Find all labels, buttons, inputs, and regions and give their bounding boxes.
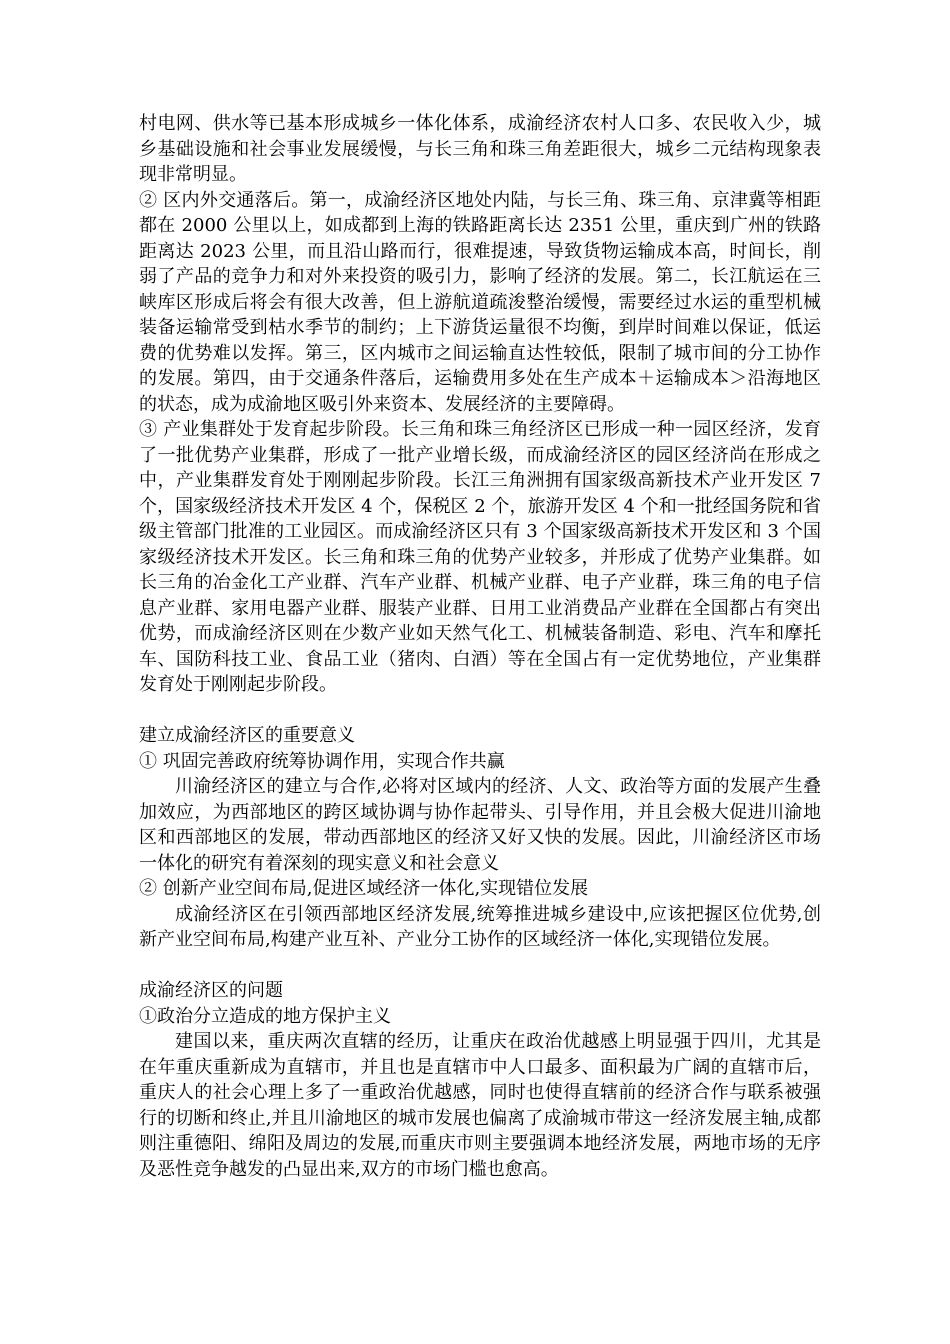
intro-paragraph-1: 村电网、供水等已基本形成城乡一体化体系，成渝经济农村人口多、农民收入少，城乡基础设施和社会事业发展缓慢，与长三角和珠三角差距很大，城乡二元结构现象表现非常明显。 bbox=[139, 113, 821, 185]
significance-item-2-body: 成渝经济区在引领西部地区经济发展,统筹推进城乡建设中,应该把握区位优势,创新产业空间布局,构建产业互补、产业分工协作的区域经济一体化,实现错位发展。 bbox=[139, 903, 821, 950]
significance-item-1-title: ① 巩固完善政府统筹协调作用，实现合作共赢 bbox=[139, 750, 505, 772]
section-heading-significance: 建立成渝经济区的重要意义 bbox=[139, 725, 355, 746]
section-heading-problems: 成渝经济区的问题 bbox=[139, 980, 283, 1001]
intro-paragraph-3: ③ 产业集群处于发育起步阶段。长三角和珠三角经济区已形成一种一园区经济，发育了一批优势产业集群，形成了一批产业增长级，而成渝经济区的园区经济尚在形成之中，产业集群发育处于刚刚起步阶段。长江三角洲拥有国家级高新技术产业开发区 7 个，国家级经济技术开发区 4 个，保税区 2 个，旅游开发区 4 个和一批经国务院和省级主管部门批准的工业园区。而成渝经济区只有 3 个国家级高新技术开发区和 3 个国家级经济技术开发区。长三角和珠三角的优势产业较多，并形成了优势产业集群。如长三角的冶金化工产业群、汽车产业群、机械产业群、电子产业群，珠三角的电子信息产业群、家用电器产业群、服装产业群、日用工业消费品产业群在全国都占有突出优势，而成渝经济区则在少数产业如天然气化工、机械装备制造、彩电、汽车和摩托车、国防科技工业、食品工业（猪肉、白酒）等在全国占有一定优势地位，产业集群发育处于刚刚起步阶段。 bbox=[139, 419, 821, 695]
blank-line bbox=[139, 698, 821, 724]
intro-paragraph-2: ② 区内外交通落后。第一，成渝经济区地处内陆，与长三角、珠三角、京津冀等相距都在 2000 公里以上，如成都到上海的铁路距离长达 2351 公里，重庆到广州的铁路距离达 2023 公里，而且沿山路而行，很难提速，导致货物运输成本高，时间长，削弱了产品的竞争力和对外来投资的吸引力，影响了经济的发展。第二，长江航运在三峡库区形成后将会有很大改善，但上游航道疏浚整治缓慢，需要经过水运的重型机械装备运输常受到枯水季节的制约；上下游货运量很不均衡，到岸时间难以保证，低运费的优势难以发挥。第三，区内城市之间运输直达性较低，限制了城市间的分工协作的发展。第四，由于交通条件落后，运输费用多处在生产成本＋运输成本＞沿海地区的状态，成为成渝地区吸引外来资本、发展经济的主要障碍。 bbox=[139, 189, 821, 415]
significance-item-1-body: 川渝经济区的建立与合作,必将对区域内的经济、人文、政治等方面的发展产生叠加效应，为西部地区的跨区域协调与协作起带头、引导作用，并且会极大促进川渝地区和西部地区的发展，带动西部地区的经济又好又快的发展。因此，川渝经济区市场一体化的研究有着深刻的现实意义和社会意义 bbox=[139, 776, 821, 874]
problems-item-1-title: ①政治分立造成的地方保护主义 bbox=[139, 1005, 391, 1027]
problems-item-1-body: 建国以来，重庆两次直辖的经历，让重庆在政治优越感上明显强于四川，尤其是在年重庆重新成为直辖市，并且也是直辖市中人口最多、面积最为广阔的直辖市后，重庆人的社会心理上多了一重政治优越感，同时也使得直辖前的经济合作与联系被强行的切断和终止,并且川渝地区的城市发展也偏离了成渝城市带这一经济发展主轴,成都则注重德阳、绵阳及周边的发展,而重庆市则主要强调本地经济发展，两地市场的无序及恶性竞争越发的凸显出来,双方的市场门槛也愈高。 bbox=[139, 1031, 821, 1180]
blank-line bbox=[139, 953, 821, 979]
document-body bbox=[139, 111, 821, 1182]
significance-item-2-title: ② 创新产业空间布局,促进区域经济一体化,实现错位发展 bbox=[139, 878, 589, 899]
